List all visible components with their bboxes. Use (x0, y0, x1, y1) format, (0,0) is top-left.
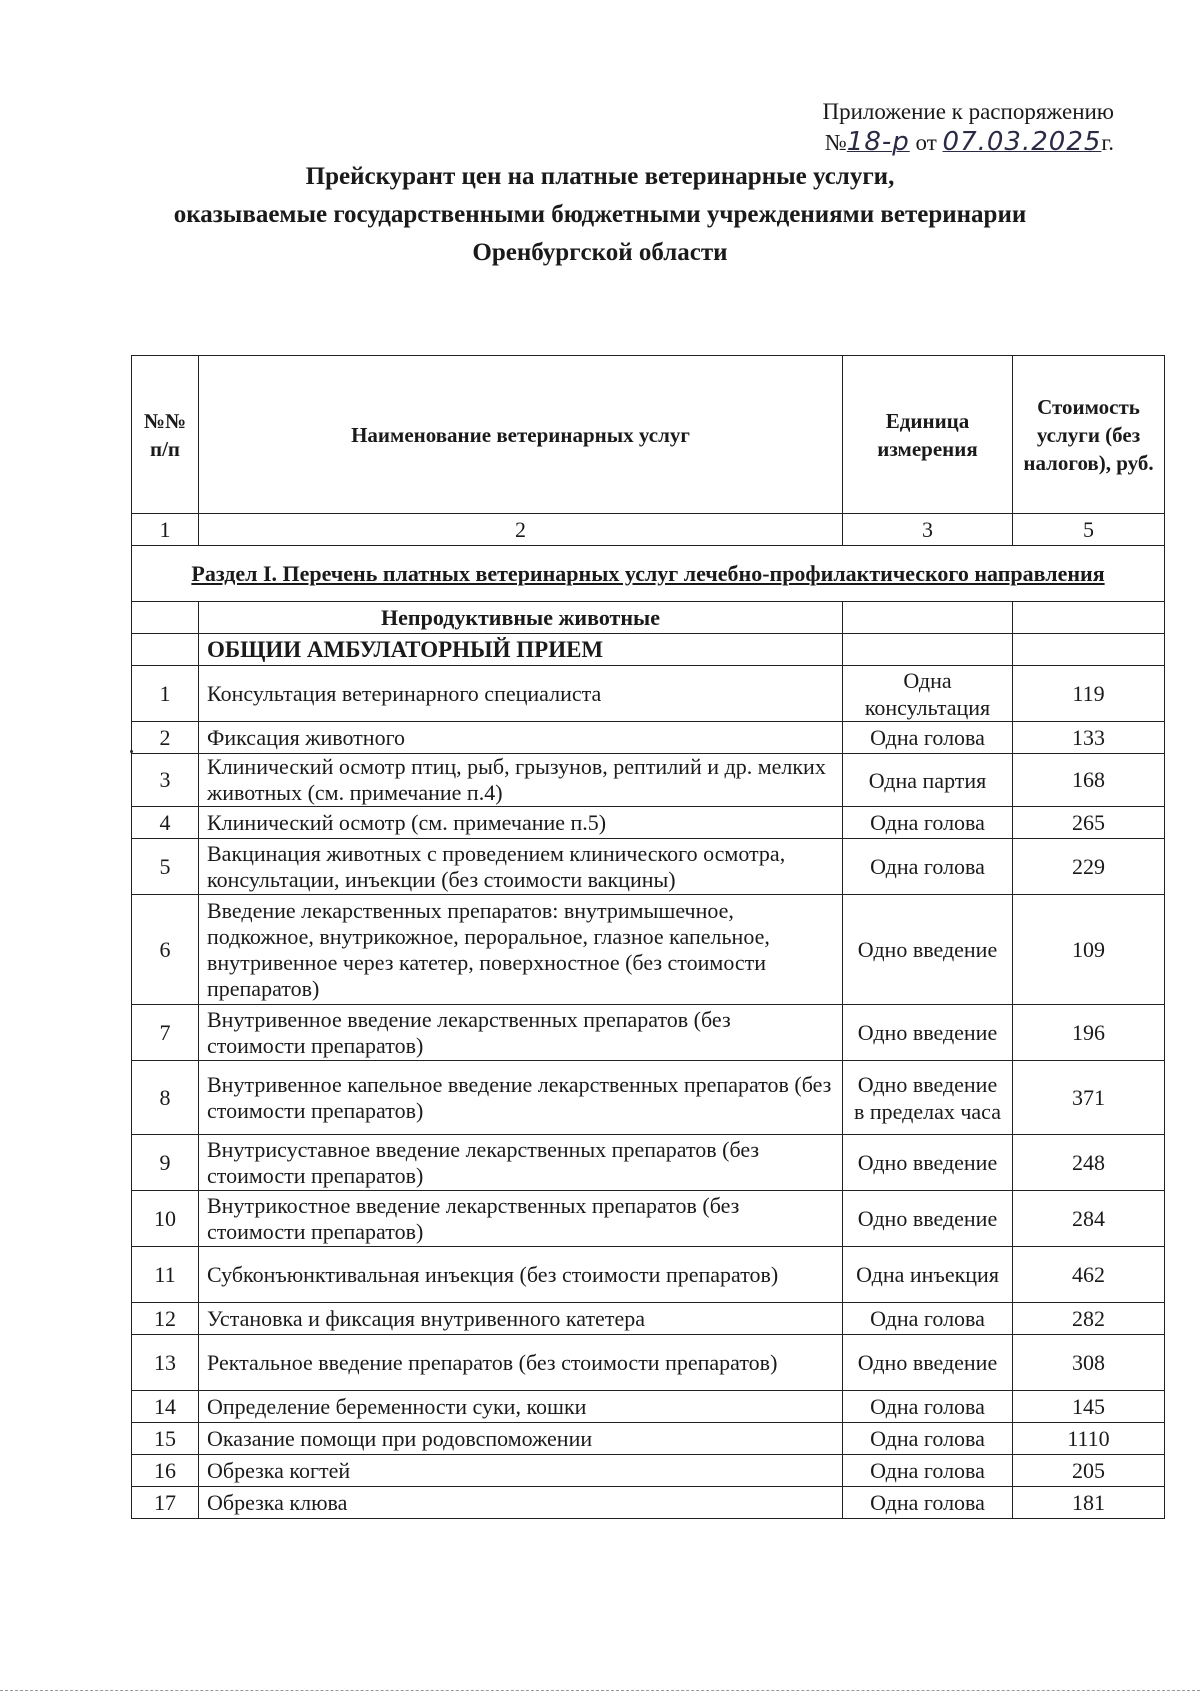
row-unit: Одно введение (843, 1335, 1013, 1391)
row-service-name: Установка и фиксация внутривенного катетера (199, 1303, 843, 1335)
row-number: 5 (132, 839, 199, 895)
row-unit: Одна консультация (843, 666, 1013, 722)
table-row (132, 1423, 1165, 1455)
table-row (132, 1247, 1165, 1303)
row-price: 205 (1013, 1455, 1165, 1487)
row-number: 13 (132, 1335, 199, 1391)
number-prefix: № (824, 130, 847, 155)
row-price: 284 (1013, 1191, 1165, 1247)
row-service-name: Обрезка клюва (199, 1487, 843, 1519)
subsection-row (132, 602, 1165, 634)
row-number: 1 (132, 666, 199, 722)
row-number: 9 (132, 1135, 199, 1191)
title-line-2: оказываемые государственными бюджетными учреждениями ветеринарии (173, 201, 1027, 228)
row-price: 1110 (1013, 1423, 1165, 1455)
row-service-name: Консультация ветеринарного специалиста (199, 666, 843, 722)
table-row (132, 1335, 1165, 1391)
empty-cell (132, 634, 199, 666)
table-row (132, 807, 1165, 839)
order-date: 07.03.2025 (942, 127, 1102, 157)
empty-cell (1013, 602, 1165, 634)
row-price: 168 (1013, 754, 1165, 807)
table-row (132, 1303, 1165, 1335)
row-number: 15 (132, 1423, 199, 1455)
row-price: 145 (1013, 1391, 1165, 1423)
empty-cell (132, 602, 199, 634)
row-unit: Одна голова (843, 1455, 1013, 1487)
title-line-1: Прейскурант цен на платные ветеринарные услуги, (305, 163, 895, 190)
row-unit: Одна голова (843, 1487, 1013, 1519)
row-service-name: Клинический осмотр (см. примечание п.5) (199, 807, 843, 839)
row-unit: Одно введение (843, 895, 1013, 1005)
appendix-header (694, 96, 1114, 158)
table-row (132, 1135, 1165, 1191)
row-service-name: Ректальное введение препаратов (без стоимости препаратов) (199, 1335, 843, 1391)
row-unit: Одно введение (843, 1191, 1013, 1247)
row-unit: Одна голова (843, 807, 1013, 839)
row-number: 11 (132, 1247, 199, 1303)
empty-cell (843, 634, 1013, 666)
order-reference (694, 127, 1114, 158)
row-service-name: Вакцинация животных с проведением клинического осмотра, консультации, инъекции (без стоимости вакцины) (199, 839, 843, 895)
header-price: Стоимость услуги (без налогов), руб. (1013, 356, 1165, 514)
row-service-name: Внутривенное капельное введение лекарственных препаратов (без стоимости препаратов) (199, 1061, 843, 1135)
header-name: Наименование ветеринарных услуг (199, 356, 843, 514)
col-number: 2 (199, 514, 843, 546)
row-price: 282 (1013, 1303, 1165, 1335)
row-unit: Одна партия (843, 754, 1013, 807)
table-row (132, 754, 1165, 807)
row-service-name: Введение лекарственных препаратов: внутримышечное, подкожное, внутрикожное, пероральное, глазное капельное, внутривенное через катетер, поверхностное (без стоимости препаратов) (199, 895, 843, 1005)
row-price: 462 (1013, 1247, 1165, 1303)
row-unit: Одно введение в пределах часа (843, 1061, 1013, 1135)
row-service-name: Оказание помощи при родовспоможении (199, 1423, 843, 1455)
header-row (132, 356, 1165, 514)
row-unit: Одно введение (843, 1135, 1013, 1191)
row-service-name: Внутрикостное введение лекарственных препаратов (без стоимости препаратов) (199, 1191, 843, 1247)
row-service-name: Внутрисуставное введение лекарственных препаратов (без стоимости препаратов) (199, 1135, 843, 1191)
row-service-name: Фиксация животного (199, 722, 843, 754)
row-price: 109 (1013, 895, 1165, 1005)
row-price: 265 (1013, 807, 1165, 839)
col-number: 3 (843, 514, 1013, 546)
row-price: 196 (1013, 1005, 1165, 1061)
row-unit: Одно введение (843, 1005, 1013, 1061)
date-prefix: от (915, 130, 937, 155)
row-number: 8 (132, 1061, 199, 1135)
row-price: 371 (1013, 1061, 1165, 1135)
empty-cell (843, 602, 1013, 634)
row-number: 10 (132, 1191, 199, 1247)
section-title: Раздел I. Перечень платных ветеринарных услуг лечебно-профилактического направления (132, 546, 1165, 602)
table-row (132, 666, 1165, 722)
table-row (132, 1391, 1165, 1423)
column-number-row (132, 514, 1165, 546)
document-title (100, 158, 1100, 272)
row-number: 6 (132, 895, 199, 1005)
row-price: 248 (1013, 1135, 1165, 1191)
table-row (132, 1005, 1165, 1061)
row-number: 14 (132, 1391, 199, 1423)
title-line-3: Оренбургской области (472, 239, 728, 266)
row-service-name: Определение беременности суки, кошки (199, 1391, 843, 1423)
row-number: 17 (132, 1487, 199, 1519)
row-price: 308 (1013, 1335, 1165, 1391)
subsection-title: Непродуктивные животные (199, 602, 843, 634)
header-num: №№ п/п (132, 356, 199, 514)
row-service-name: Субконъюнктивальная инъекция (без стоимости препаратов) (199, 1247, 843, 1303)
row-price: 119 (1013, 666, 1165, 722)
row-price: 133 (1013, 722, 1165, 754)
price-table (131, 355, 1165, 1519)
appendix-line: Приложение к распоряжению (822, 99, 1114, 124)
row-number: 3 (132, 754, 199, 807)
table-row (132, 895, 1165, 1005)
row-unit: Одна голова (843, 839, 1013, 895)
row-unit: Одна голова (843, 1391, 1013, 1423)
empty-cell (1013, 634, 1165, 666)
order-number: 18-р (846, 127, 910, 157)
row-service-name: Обрезка когтей (199, 1455, 843, 1487)
row-unit: Одна голова (843, 1423, 1013, 1455)
header-unit: Единица измерения (843, 356, 1013, 514)
col-number: 1 (132, 514, 199, 546)
table-row (132, 722, 1165, 754)
table-row (132, 1487, 1165, 1519)
table-row (132, 1061, 1165, 1135)
row-number: 16 (132, 1455, 199, 1487)
table-row (132, 1191, 1165, 1247)
row-number: 4 (132, 807, 199, 839)
group-title: ОБЩИИ АМБУЛАТОРНЫЙ ПРИЕМ (199, 634, 843, 666)
section-row (132, 546, 1165, 602)
group-row (132, 634, 1165, 666)
row-service-name: Клинический осмотр птиц, рыб, грызунов, рептилий и др. мелких животных (см. примечание п.4) (199, 754, 843, 807)
row-number: 2 (132, 722, 199, 754)
table-row (132, 839, 1165, 895)
row-service-name: Внутривенное введение лекарственных препаратов (без стоимости препаратов) (199, 1005, 843, 1061)
row-unit: Одна инъекция (843, 1247, 1013, 1303)
row-number: 7 (132, 1005, 199, 1061)
row-unit: Одна голова (843, 722, 1013, 754)
date-suffix: г. (1101, 130, 1114, 155)
row-price: 181 (1013, 1487, 1165, 1519)
page-edge (0, 1690, 1200, 1692)
table-row (132, 1455, 1165, 1487)
row-number: 12 (132, 1303, 199, 1335)
col-number: 5 (1013, 514, 1165, 546)
row-price: 229 (1013, 839, 1165, 895)
row-unit: Одна голова (843, 1303, 1013, 1335)
